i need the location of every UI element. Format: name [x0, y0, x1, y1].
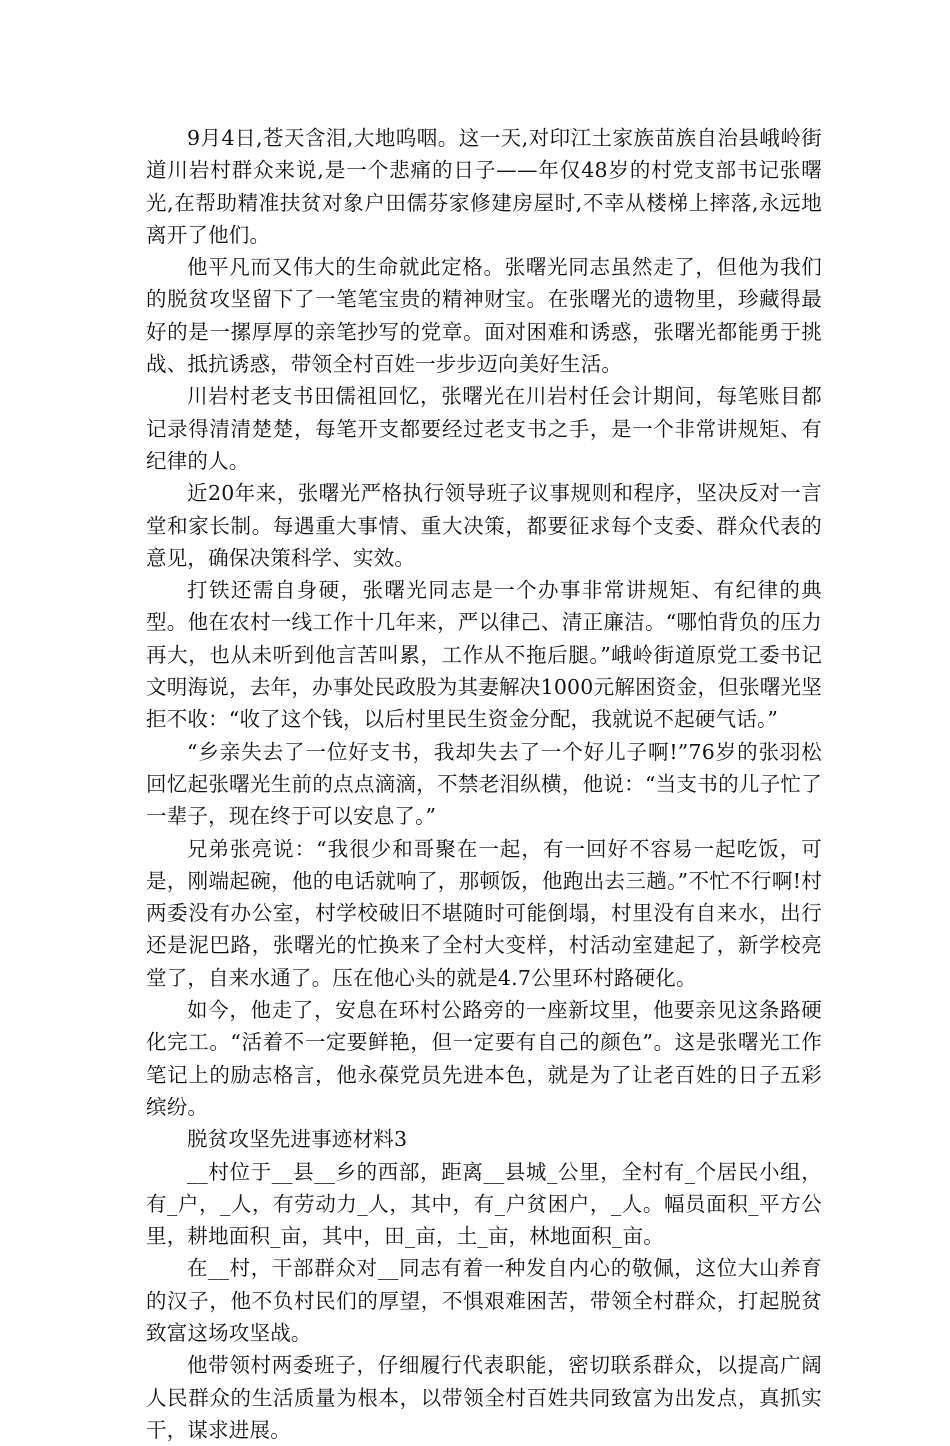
paragraph-4: 近20年来，张曙光严格执行领导班子议事规则和程序，坚决反对一言堂和家长制。每遇重大事情、重大决策，都要征求每个支委、群众代表的意见，确保决策科学、实效。 — [146, 481, 822, 570]
paragraph-1: 9月4日,苍天含泪,大地呜咽。这一天,对印江土家族苗族自治县峨岭街道川岩村群众来说,是一个悲痛的日子——年仅48岁的村党支部书记张曙光,在帮助精准扶贫对象户田儒芬家修建房屋时,不幸从楼梯上摔落,永远地离开了他们。 — [146, 126, 822, 247]
paragraph-6: “乡亲失去了一位好支书，我却失去了一个好儿子啊!”76岁的张羽松回忆起张曙光生前的点点滴滴，不禁老泪纵横，他说：“当支书的儿子忙了一辈子，现在终于可以安息了。” — [146, 739, 822, 829]
section-paragraph-3: 他带领村两委班子，仔细履行代表职能，密切联系群众，以提高广阔人民群众的生活质量为根本，以带领全村百姓共同致富为出发点，真抓实干，谋求进展。 — [146, 1353, 822, 1442]
section-paragraph-2: 在__村，干部群众对__同志有着一种发自内心的敬佩，这位大山养育的汉子，他不负村民们的厚望，不惧艰难困苦，带领全村群众，打起脱贫致富这场攻坚战。 — [146, 1256, 822, 1345]
paragraph-3: 川岩村老支书田儒祖回忆，张曙光在川岩村任会计期间，每笔账目都记录得清清楚楚，每笔开支都要经过老支书之手，是一个非常讲规矩、有纪律的人。 — [146, 384, 822, 473]
paragraph-7: 兄弟张亮说：“我很少和哥聚在一起，有一回好不容易一起吃饭，可是，刚端起碗，他的电话就响了，那顿饭，他跑出去三趟。”不忙不行啊!村两委没有办公室，村学校破旧不堪随时可能倒塌，村里没有自来水，出行还是泥巴路，张曙光的忙换来了全村大变样，村活动室建起了，新学校亮堂了，自来水通了。压在他心头的就是4.7公里环村路硬化。 — [146, 836, 822, 990]
paragraph-2: 他平凡而又伟大的生命就此定格。张曙光同志虽然走了，但他为我们的脱贫攻坚留下了一笔笔宝贵的精神财宝。在张曙光的遗物里，珍藏得最好的是一摞厚厚的亲笔抄写的党章。面对困难和诱惑，张曙光都能勇于挑战、抵抗诱惑，带领全村百姓一步步迈向美好生活。 — [146, 255, 822, 377]
document-body — [146, 122, 822, 1446]
paragraph-5: 打铁还需自身硬，张曙光同志是一个办事非常讲规矩、有纪律的典型。他在农村一线工作十几年来，严以律己、清正廉洁。“哪怕背负的压力再大，也从未听到他言苦叫累，工作从不拖后腿。”峨岭街道原党工委书记文明海说，去年，办事处民政股为其妻解决1000元解困资金，但张曙光坚拒不收：“收了这个钱，以后村里民生资金分配，我就说不起硬气话。” — [146, 578, 822, 732]
section-title: 脱贫攻坚先进事迹材料3 — [187, 1127, 408, 1152]
paragraph-8: 如今，他走了，安息在环村公路旁的一座新坟里，他要亲见这条路硬化完工。“活着不一定要鲜艳，但一定要有自己的颜色”。这是张曙光工作笔记上的励志格言，他永葆党员先进本色，就是为了让老百姓的日子五彩缤纷。 — [146, 998, 822, 1119]
section-paragraph-1: __村位于__县__乡的西部，距离__县城_公里，全村有_个居民小组，有_户，_人，有劳动力_人，其中，有_户贫困户，_人。幅员面积_平方公里，耕地面积_亩，其中，田_亩，土_亩，林地面积_亩。 — [146, 1159, 822, 1249]
